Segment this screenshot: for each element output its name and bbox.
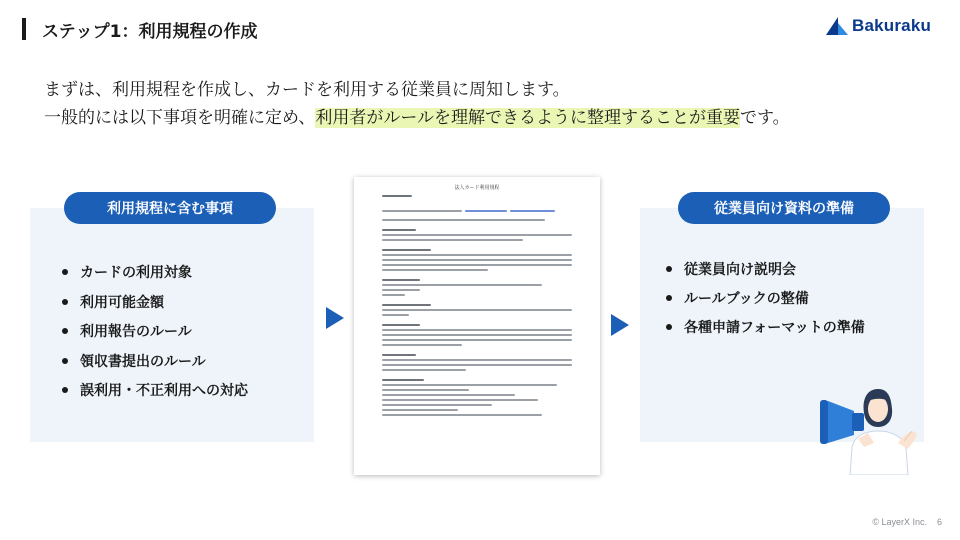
list-item-label: 各種申請フォーマットの準備 [684,320,865,336]
list-item [62,262,248,282]
right-panel-list [666,259,865,346]
list-item-label: 利用報告のルール [80,324,192,340]
intro-highlight: 利用者がルールを理解できるように整理することが重要 [315,108,740,128]
list-item [666,288,865,308]
triangle-right-icon [611,314,629,336]
bullet-icon [62,299,68,305]
document-title: 法人カード利用規程 [454,185,500,191]
document-body-placeholder [382,195,572,419]
intro-line-2-before: 一般的には以下事項を明確に定め、 [44,108,316,128]
list-item [62,321,248,341]
bakuraku-logo-icon [826,17,848,35]
bullet-icon [62,387,68,393]
copyright-text: © LayerX Inc. [872,517,927,527]
bullet-icon [62,269,68,275]
list-item-label: ルールブックの整備 [684,291,809,307]
person-megaphone-illustration [818,383,926,475]
left-panel-list [62,262,248,410]
bullet-icon [666,266,672,272]
list-item-label: カードの利用対象 [80,265,192,281]
page-number: 6 [936,517,942,527]
list-item-label: 利用可能金額 [80,294,164,311]
intro-text [44,76,790,132]
bullet-icon [62,328,68,334]
left-panel-heading: 利用規程に含む事項 [64,192,276,224]
document-thumbnail [354,177,600,475]
bakuraku-logo [826,16,931,36]
page-title: ステップ1：利用規程の作成 [42,22,258,42]
list-item-label: 領収書提出のルール [80,353,206,370]
list-item [666,317,865,337]
logo-text: Bakuraku [852,16,932,35]
list-item-label: 誤利用・不正利用への対応 [80,383,248,399]
bullet-icon [666,324,672,330]
list-item-label: 従業員向け説明会 [684,262,796,278]
bullet-icon [666,295,672,301]
intro-line-1: まずは、利用規程を作成し、カードを利用する従業員に周知します。 [44,80,570,100]
triangle-right-icon [326,307,344,329]
bullet-icon [62,358,68,364]
intro-line-2 [44,104,790,132]
list-item [62,380,248,400]
list-item [62,351,248,371]
right-panel-heading: 従業員向け資料の準備 [678,192,890,224]
title-accent-bar [22,18,26,40]
list-item [62,292,248,312]
footer [862,517,942,527]
list-item [666,259,865,279]
intro-line-2-after: です。 [740,108,790,128]
